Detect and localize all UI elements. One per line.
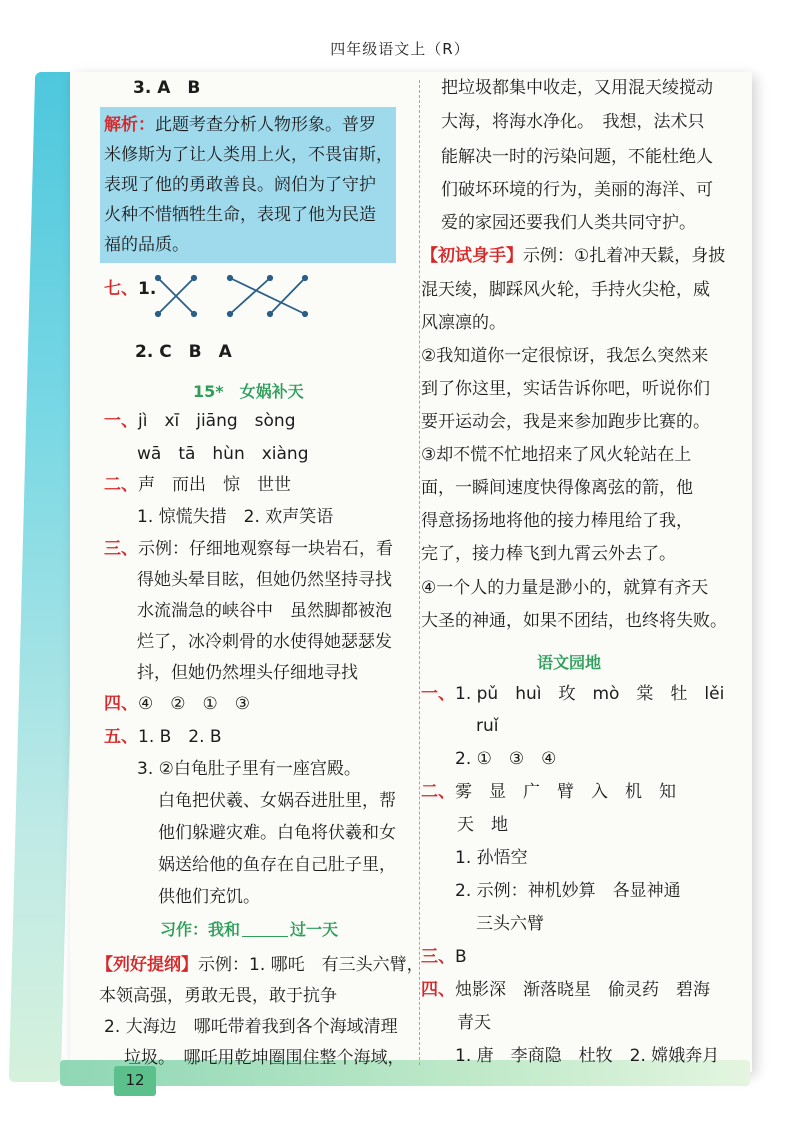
text-line: 们破坏环境的行为，美丽的海洋、可: [441, 180, 713, 200]
question-label: 三、: [421, 947, 455, 967]
answer-line: 得她头晕目眩，但她仍然坚持寻找: [137, 570, 392, 590]
question-label: 五、: [104, 727, 138, 747]
answer-text: 示例：仔细地观察每一块岩石，看: [138, 539, 393, 559]
match-dot: [303, 276, 307, 280]
text-line: 爱的家园还要我们人类共同守护。: [441, 213, 696, 233]
column-divider: [419, 80, 420, 1065]
outline-line: 本领高强，勇敢无畏，敢于抗争: [99, 986, 337, 1006]
answer-text: B: [455, 947, 467, 967]
trial-line: 得意扬扬地将他的接力棒甩给了我，: [421, 511, 693, 531]
answer-line: 1. 唐 李商隐 杜牧 2. 嫦娥奔月: [455, 1046, 720, 1066]
answer-text: 烛影深 渐落晓星 偷灵药 碧海: [455, 980, 710, 1000]
match-dot: [192, 312, 196, 316]
answer-text: 声 而出 惊 世世: [138, 475, 291, 495]
page-header: 四年级语文上（R）: [330, 40, 470, 58]
outline-line: [96, 953, 424, 977]
answer-text: 1. pǔ huì 玫 mò 棠 牡 lěi: [455, 684, 725, 704]
trial-line: ③却不慌不忙地招来了风火轮站在上: [421, 445, 692, 465]
garden-question-1: [421, 682, 724, 706]
composition-title-part: 习作：我和: [160, 920, 241, 939]
analysis-line: [104, 113, 376, 137]
match-dot: [303, 312, 307, 316]
question-label: 一、: [421, 684, 455, 704]
section-label: 【列好提纲】: [96, 955, 198, 975]
answer-line: 他们躲避灾难。白龟将伏羲和女: [158, 823, 396, 843]
match-dot: [156, 312, 160, 316]
outline-line: 2. 大海边 哪吒带着我到各个海域清理: [104, 1017, 398, 1037]
trial-line: ④一个人的力量是渺小的，就算有齐天: [421, 578, 709, 598]
match-dot: [228, 276, 232, 280]
trial-line: 混天绫，脚踩风火轮，手持火尖枪，威: [421, 280, 710, 300]
answer-number: 1.: [138, 279, 157, 299]
title-blank: [242, 936, 288, 937]
answer-line: 水流湍急的峡谷中 虽然脚都被泡: [137, 601, 392, 621]
answer-line: 娲送给他的鱼存在自己肚子里，: [158, 855, 396, 875]
match-line: [230, 278, 270, 314]
lesson-title: 15* 女娲补天: [193, 382, 304, 401]
question-label: 三、: [104, 539, 138, 559]
section-title: 语文园地: [537, 653, 602, 672]
match-dot: [268, 312, 272, 316]
page-number: 12: [114, 1066, 156, 1096]
garden-question-4: [421, 978, 710, 1002]
answer-line: 烂了，冰冷刺骨的水使得她瑟瑟发: [137, 632, 392, 652]
trial-line: 要开运动会，我是来参加跑步比赛的。: [421, 412, 710, 432]
question-label: 一、: [104, 411, 138, 431]
trial-line: 面，一瞬间速度快得像离弦的箭，他: [421, 478, 693, 498]
trial-line: ②我知道你一定很惊讶，我怎么突然来: [421, 346, 709, 366]
question-3: [104, 537, 393, 561]
answer-line: 3. ②白龟肚子里有一座宫殿。: [137, 759, 361, 779]
trial-line: 完了，接力棒飞到九霄云外去了。: [421, 544, 676, 564]
answer-text: 雾 显 广 臂 入 机 知: [455, 782, 676, 802]
composition-title-part: 过一天: [290, 920, 339, 939]
answer-line: 2. ① ③ ④: [455, 749, 557, 769]
question-label: 四、: [104, 694, 138, 714]
question-4: [104, 692, 250, 716]
trial-line: 风凛凛的。: [421, 313, 506, 333]
answer-line: 1. 孙悟空: [455, 848, 528, 868]
match-dot: [228, 312, 232, 316]
analysis-line: 福的品质。: [104, 235, 189, 255]
match-line: [270, 278, 305, 314]
match-dot: [156, 276, 160, 280]
answer-line: 3. A B: [133, 78, 201, 98]
text-line: 把垃圾都集中收走，又用混天绫搅动: [441, 78, 713, 98]
question-7: [104, 277, 156, 301]
answer-text: ④ ② ① ③: [138, 694, 250, 714]
question-1: [104, 409, 295, 433]
composition-title: [160, 917, 338, 940]
question-2: [104, 473, 291, 497]
section-label: 【初试身手】: [421, 246, 523, 266]
answer-line: 三头六臂: [476, 914, 544, 934]
question-5: [104, 725, 222, 749]
answer-line: 抖，但她仍然埋头仔细地寻找: [137, 663, 358, 683]
outline-line: 垃圾。 哪吒用乾坤圈围住整个海域，: [124, 1048, 405, 1068]
garden-question-3: [421, 945, 467, 969]
question-label: 四、: [421, 980, 455, 1000]
pinyin-line: wā tā hùn xiàng: [137, 444, 309, 464]
trial-line: [421, 244, 725, 268]
question-label: 二、: [421, 782, 455, 802]
analysis-line: 表现了他的勇敢善良。阏伯为了守护: [104, 175, 376, 195]
answer-line: 天 地: [457, 815, 508, 835]
analysis-line: 米修斯为了让人类用上火，不畏宙斯，: [104, 145, 393, 165]
match-dot: [268, 276, 272, 280]
match-dot: [192, 276, 196, 280]
text-line: 大海，将海水净化。 我想，法术只: [441, 112, 705, 132]
answer-line: 供他们充饥。: [158, 887, 260, 907]
answer-line: 2. 示例：神机妙算 各显神通: [455, 881, 681, 901]
pinyin-line: jì xī jiāng sòng: [138, 411, 296, 431]
match-line: [230, 278, 305, 314]
question-label: 七、: [104, 279, 138, 299]
answer-text: 示例：1. 哪吒 有三头六臂，: [198, 955, 424, 975]
analysis-label: 解析：: [104, 115, 155, 135]
answer-line: 青天: [457, 1013, 491, 1033]
analysis-line: 火种不惜牺牲生命，表现了他为民造: [104, 205, 376, 225]
answer-line: 白龟把伏羲、女娲吞进肚里，帮: [158, 791, 396, 811]
matching-lines-diagram: [150, 272, 320, 322]
answer-line: ruǐ: [476, 716, 499, 736]
text-line: 能解决一时的污染问题，不能杜绝人: [441, 147, 713, 167]
garden-question-2: [421, 780, 676, 804]
trial-line: 到了你这里，实话告诉你吧，听说你们: [421, 379, 710, 399]
question-label: 二、: [104, 475, 138, 495]
trial-line: 大圣的神通，如果不团结，也终将失败。: [421, 611, 727, 631]
answer-text: 示例：①扎着冲天鬏，身披: [523, 246, 726, 266]
answer-text: 1. B 2. B: [138, 727, 222, 747]
answer-line: 1. 惊慌失措 2. 欢声笑语: [137, 507, 334, 527]
analysis-text: 此题考查分析人物形象。普罗: [155, 115, 376, 135]
answer-line: 2. C B A: [135, 342, 232, 362]
